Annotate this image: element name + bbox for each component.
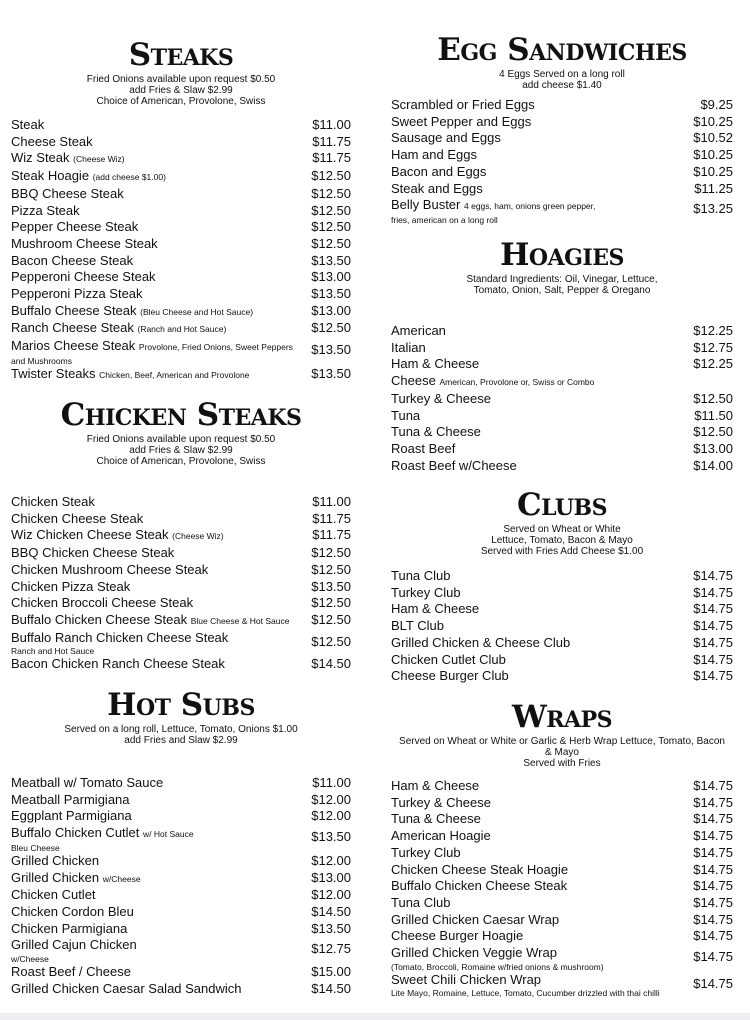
section-note: add Fries & Slaw $2.99 [129,445,233,456]
menu-item [11,904,351,921]
item-name: Chicken Parmigiana [11,920,128,936]
menu-item [11,527,351,545]
item-name: BBQ Chicken Cheese Steak [11,545,175,561]
item-price: $14.75 [693,928,733,944]
item-name: Turkey Club [391,584,461,600]
item-subnote: Bleu Cheese [11,842,60,853]
item-price: $14.75 [693,584,733,600]
item-name: Meatball Parmigiana [11,791,130,807]
item-detail: (Bleu Cheese and Hot Sauce) [140,306,254,317]
item-name: Steak [11,117,45,132]
menu-item [11,612,351,630]
item-name: BLT Club [391,618,444,634]
item-price: $14.75 [693,828,733,844]
item-price: $12.50 [311,595,351,611]
section-title: Steaks [128,37,234,73]
item-price: $12.50 [311,561,351,577]
menu-item [11,338,351,366]
menu-item [391,828,733,845]
item-price: $11.75 [312,150,351,166]
item-name: Turkey & Cheese [391,794,491,810]
item-price: $14.75 [693,634,733,650]
item-list [11,775,351,997]
menu-item [11,870,351,888]
item-price: $11.00 [312,775,351,790]
item-detail: w/ Hot Sauce [143,829,194,840]
item-price: $14.75 [693,794,733,810]
item-name: Chicken Cutlet [11,887,96,903]
menu-item [391,424,733,441]
item-name: Wiz Chicken Cheese Steak [11,527,169,543]
menu-item [391,601,733,618]
section-title: Wraps [511,699,613,735]
section-note: Lettuce, Tomato, Bacon & Mayo [491,535,633,546]
item-name: Cheese [391,373,436,389]
menu-item [391,458,733,475]
item-price: $12.75 [693,339,733,355]
menu-item [391,878,733,895]
chicken-steaks-section [11,397,351,672]
item-price: $13.50 [311,920,351,936]
menu-item [11,656,351,673]
menu-item [11,921,351,938]
item-price: $12.50 [693,390,733,406]
item-price: $13.25 [693,201,733,217]
menu-item [11,236,351,253]
menu-item [11,511,351,528]
item-list [11,117,351,384]
item-price: $12.00 [311,852,351,868]
item-price: $14.50 [311,980,351,996]
item-detail: (Cheese Wiz) [172,531,224,542]
item-price: $14.50 [311,656,351,672]
item-name: Cheese Steak [11,133,93,149]
menu-item [391,862,733,879]
menu-item [391,972,733,999]
item-detail: Chicken, Beef, American and Provolone [99,369,250,380]
item-detail: (Cheese Wiz) [73,154,125,165]
item-name: Grilled Chicken Veggie Wrap [391,945,557,961]
menu-item [391,340,733,357]
menu-item [391,945,733,972]
item-price: $14.00 [693,457,733,473]
item-price: $11.75 [312,527,351,543]
item-name: Buffalo Chicken Cutlet [11,825,140,841]
item-price: $12.50 [311,185,351,201]
section-note: Served on Wheat or White [503,524,621,535]
menu-item [11,562,351,579]
item-name: Mushroom Cheese Steak [11,235,158,251]
menu-item [11,579,351,596]
item-name: Pepper Cheese Steak [11,219,139,235]
menu-item [391,635,733,652]
item-name: Ham & Cheese [391,778,480,793]
item-name: Turkey Club [391,844,461,860]
item-subnote: w/Cheese [11,954,49,965]
section-note: Served on Wheat or White or Garlic & Herb Wrap Lettuce, Tomato, Bacon [399,736,725,747]
item-price: $14.75 [693,878,733,894]
item-price: $13.00 [311,269,351,285]
item-name: BBQ Cheese Steak [11,185,124,201]
menu-item [391,408,733,425]
item-name: Turkey & Cheese [391,390,491,406]
item-list [391,97,733,225]
wraps-section [391,699,733,999]
menu-item [11,219,351,236]
bottom-scroll-bar [0,1013,750,1020]
section-notes [391,274,733,296]
item-price: $10.25 [693,163,733,179]
item-price: $12.50 [311,611,351,627]
item-name: Pepperoni Cheese Steak [11,269,156,285]
item-name: Chicken Steak [11,494,95,509]
section-note: add cheese $1.40 [522,80,602,91]
item-price: $12.25 [693,323,733,338]
menu-item [391,391,733,408]
section-notes [11,434,351,467]
clubs-section [391,487,733,684]
item-name: Sausage and Eggs [391,130,501,146]
item-name: Tuna Club [391,894,451,910]
menu-item [391,585,733,602]
menu-item [11,937,351,964]
menu-item [11,253,351,270]
section-note: Choice of American, Provolone, Swiss [96,456,266,467]
item-price: $13.50 [311,578,351,594]
menu-item [11,775,351,792]
item-subnote: Lite Mayo, Romaine, Lettuce, Tomato, Cucumber drizzled with thai chilli [391,988,660,999]
item-price: $15.00 [311,964,351,980]
item-name: Wiz Steak [11,150,70,166]
menu-item [391,147,733,164]
hoagies-section [391,237,733,473]
item-name: Tuna [391,407,421,423]
menu-item [11,630,351,657]
menu-item [11,320,351,338]
menu-item [11,808,351,825]
item-name: Grilled Chicken [11,869,100,885]
section-note: add Fries & Slaw $2.99 [129,85,233,96]
item-detail: w/Cheese [102,873,141,884]
section-title: Clubs [516,487,608,523]
section-notes [11,724,351,746]
item-name: Chicken Cutlet Club [391,651,506,667]
section-note: add Fries and Slaw $2.99 [124,735,238,746]
menu-item [11,117,351,134]
item-price: $14.75 [693,844,733,860]
menu-item [391,912,733,929]
item-price: $12.50 [311,633,351,649]
menu-item [391,795,733,812]
section-note: Served on a long roll, Lettuce, Tomato, Onions $1.00 [64,724,298,735]
item-name: Ham and Eggs [391,147,477,163]
item-name: Roast Beef [391,440,456,456]
menu-item [391,778,733,795]
item-name: Buffalo Ranch Chicken Cheese Steak [11,629,229,645]
item-subnote: Ranch and Hot Sauce [11,646,95,657]
menu-item [11,545,351,562]
section-note: Fried Onions available upon request $0.50 [86,434,276,445]
item-name: Cheese Burger Hoagie [391,928,524,944]
menu-item [391,356,733,373]
item-price: $12.00 [311,808,351,824]
item-name: Grilled Chicken [11,852,100,868]
item-price: $11.50 [694,407,733,423]
item-name: Roast Beef w/Cheese [391,457,517,473]
menu-item [11,887,351,904]
item-name: Scrambled or Fried Eggs [391,97,535,112]
item-price: $12.50 [311,219,351,235]
item-price: $14.75 [693,861,733,877]
menu-item [391,928,733,945]
menu-item [11,964,351,981]
item-name: Grilled Chicken Caesar Salad Sandwich [11,980,242,996]
egg-sandwiches-section [391,32,733,225]
item-price: $12.50 [311,320,351,336]
menu-item [11,366,351,384]
menu-item [11,186,351,203]
menu-item [391,618,733,635]
item-name: Chicken Mushroom Cheese Steak [11,561,209,577]
section-note: & Mayo [545,747,579,758]
item-price: $13.00 [311,869,351,885]
item-price: $13.50 [311,286,351,302]
item-name: Twister Steaks [11,365,96,381]
item-name: American [391,323,446,338]
item-name: Buffalo Cheese Steak [11,302,137,318]
item-name: Tuna & Cheese [391,811,481,827]
item-list [391,568,733,685]
menu-item [11,134,351,151]
menu-item [11,595,351,612]
item-price: $13.50 [311,829,351,845]
item-name: Grilled Chicken & Cheese Club [391,634,571,650]
item-name: Buffalo Chicken Cheese Steak [391,878,568,894]
item-subnote: and Mushrooms [11,355,72,366]
item-price: $12.50 [693,424,733,440]
item-name: Grilled Cajun Chicken [11,937,137,953]
item-name: Tuna Club [391,568,451,583]
section-note: Served with Fries Add Cheese $1.00 [480,546,644,557]
section-note: 4 Eggs Served on a long roll [499,69,625,80]
item-list [11,494,351,673]
menu-item [391,323,733,340]
item-name: Belly Buster [391,197,461,213]
item-price: $10.52 [693,130,733,146]
item-detail: 4 eggs, ham, onions green pepper, [464,201,596,212]
menu-item [11,168,351,186]
item-name: Cheese Burger Club [391,668,509,684]
item-price: $14.75 [693,911,733,927]
menu-item [11,981,351,998]
item-name: Ham & Cheese [391,601,480,617]
section-title: Hot Subs [107,687,255,723]
item-name: Pizza Steak [11,202,80,218]
item-price: $14.75 [693,811,733,827]
item-detail: (add cheese $1.00) [92,172,166,183]
steaks-section [11,37,351,381]
item-price: $12.50 [311,202,351,218]
item-name: Tuna & Cheese [391,424,481,440]
item-price: $13.00 [311,302,351,318]
item-price: $13.50 [311,365,351,381]
item-name: Bacon Chicken Ranch Cheese Steak [11,656,225,672]
section-note: Choice of American, Provolone, Swiss [96,96,266,107]
item-name: Ranch Cheese Steak [11,320,134,336]
item-name: Chicken Cheese Steak [11,510,144,526]
item-detail: Blue Cheese & Hot Sauce [190,615,290,626]
section-note: Served with Fries [523,758,601,769]
menu-item [11,792,351,809]
item-name: Chicken Broccoli Cheese Steak [11,595,194,611]
menu-item [11,494,351,511]
section-note: Tomato, Onion, Salt, Pepper & Oregano [473,285,651,296]
item-price: $12.50 [311,545,351,561]
item-name: Italian [391,339,426,355]
menu-item [11,203,351,220]
item-name: Steak and Eggs [391,180,483,196]
menu-item [11,150,351,168]
menu-item [11,853,351,870]
item-detail: Provolone, Fried Onions, Sweet Peppers [138,342,293,353]
section-note: Fried Onions available upon request $0.50 [86,74,276,85]
item-name: Bacon Cheese Steak [11,252,134,268]
item-price: $14.75 [693,568,733,583]
item-price: $12.25 [693,356,733,372]
item-name: Meatball w/ Tomato Sauce [11,775,164,790]
item-name: Sweet Pepper and Eggs [391,113,532,129]
item-price: $13.50 [311,252,351,268]
section-notes [391,736,733,769]
section-notes [391,524,733,557]
menu-item [391,652,733,669]
section-title: Chicken Steaks [60,397,302,433]
item-name: Steak Hoagie [11,168,90,184]
item-price: $14.75 [693,975,733,991]
item-price: $13.00 [693,440,733,456]
menu-item [391,668,733,685]
item-price: $13.50 [311,342,351,358]
item-price: $14.75 [693,668,733,684]
item-price: $14.75 [693,894,733,910]
menu-item [391,811,733,828]
item-detail: (Ranch and Hot Sauce) [137,324,227,335]
menu-item [391,845,733,862]
item-price: $12.75 [311,941,351,957]
menu-item [391,373,733,391]
menu-item [391,114,733,131]
section-title: Egg Sandwiches [437,32,687,68]
menu-item [391,97,733,114]
item-price: $10.25 [693,147,733,163]
item-price: $14.75 [693,651,733,667]
item-list [391,323,733,474]
item-name: Pepperoni Pizza Steak [11,286,143,302]
item-price: $11.75 [312,133,351,149]
item-subnote: fries, american on a long roll [391,214,498,225]
item-name: Eggplant Parmigiana [11,808,132,824]
item-name: Marios Cheese Steak [11,338,136,354]
section-notes [11,74,351,107]
item-price: $11.75 [312,510,351,526]
menu-item [391,197,733,225]
item-price: $12.50 [311,168,351,184]
item-name: American Hoagie [391,828,491,844]
item-price: $10.25 [693,113,733,129]
section-note: Standard Ingredients: Oil, Vinegar, Lettuce, [466,274,658,285]
item-price: $14.75 [693,778,733,793]
item-price: $9.25 [700,97,733,112]
menu-item [391,895,733,912]
menu-item [391,181,733,198]
item-price: $14.75 [693,949,733,965]
item-price: $12.00 [311,791,351,807]
menu-item [11,825,351,853]
item-name: Roast Beef / Cheese [11,964,131,980]
menu-item [11,303,351,321]
item-price: $12.00 [311,887,351,903]
item-name: Chicken Cheese Steak Hoagie [391,861,569,877]
section-title: Hoagies [500,237,624,273]
menu-item [391,568,733,585]
item-price: $14.50 [311,903,351,919]
item-name: Grilled Chicken Caesar Wrap [391,911,560,927]
menu-item [391,130,733,147]
item-name: Sweet Chili Chicken Wrap [391,971,542,987]
item-name: Chicken Cordon Bleu [11,903,134,919]
item-name: Chicken Pizza Steak [11,578,131,594]
item-detail: American, Provolone or, Swiss or Combo [439,377,595,388]
item-price: $12.50 [311,235,351,251]
menu-item [391,441,733,458]
item-price: $11.00 [312,494,351,509]
hot-subs-section [11,687,351,996]
item-name: Bacon and Eggs [391,163,487,179]
item-name: Buffalo Chicken Cheese Steak [11,611,188,627]
section-notes [391,69,733,91]
item-price: $14.75 [693,601,733,617]
item-subnote: (Tomato, Broccoli, Romaine w/fried onions & mushroom) [391,961,604,972]
item-list [391,778,733,998]
item-price: $11.25 [694,180,733,196]
menu-item [391,164,733,181]
menu-item [11,269,351,286]
item-price: $14.75 [693,618,733,634]
item-name: Ham & Cheese [391,356,480,372]
menu-item [11,286,351,303]
item-price: $11.00 [312,117,351,132]
